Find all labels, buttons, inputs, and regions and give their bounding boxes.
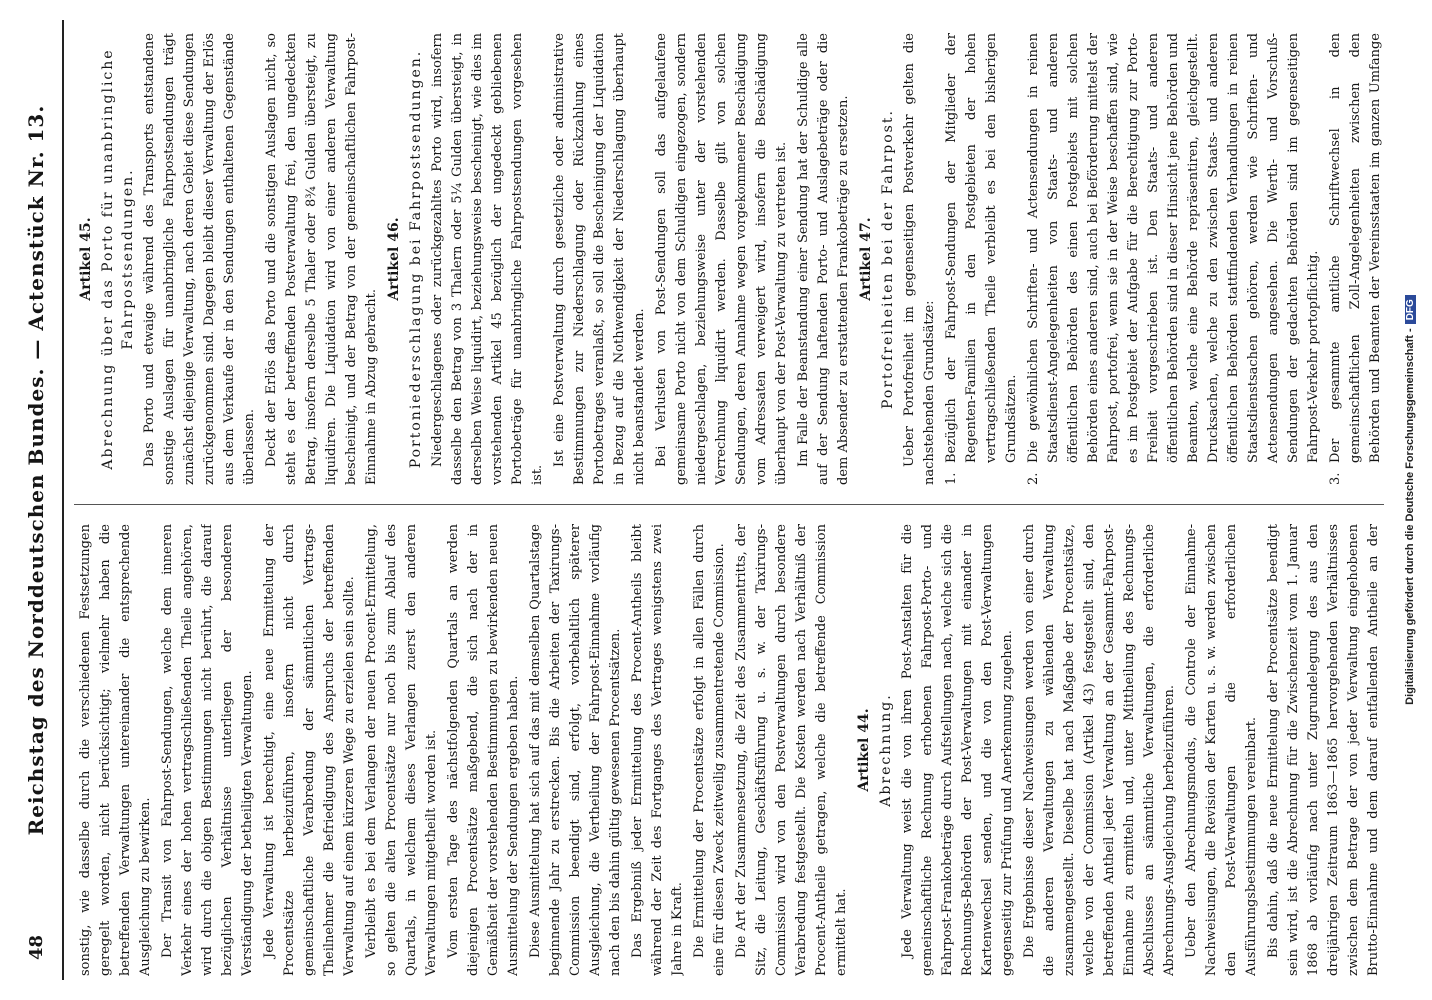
paragraph: Ist eine Postverwaltung durch gesetzliche oder administrative Bestimmungen zur Niederschlagung oder Rückzahlung eines Portobetrages veranlaßt, so soll die Bescheinigung der Liquidation in Bezug auf die Nothwendigkeit der Niederschlagung überhaupt nicht beanstandet werden.: [552, 33, 647, 485]
paragraph: Das Ergebniß jeder Ermittelung des Procent-Antheils bleibt während der Zeit des Fortganges des Vertrages wenigstens zwei Jahre in Kraft.: [630, 524, 685, 976]
paragraph: Verbleibt es bei dem Verlangen der neuen Procent-Ermittelung, so gelten die alten Procentsätze nur noch bis zum Ablauf des Quartals, in welchem dieses Verlangen zuerst den anderen Verwaltungen mitgetheilt worden ist.: [364, 524, 439, 976]
numbered-list: [942, 33, 1386, 485]
article-heading: Artikel 44.: [856, 708, 872, 792]
paragraph: Ueber den Abrechnungsmodus, die Controle der Einnahme-Nachweisungen, die Revision der Karten u. s. w. werden zwischen den Post-Verwaltungen die erforderlichen Ausführungsbestimmungen vereinbart.: [1184, 524, 1259, 976]
paragraph: Im Falle der Beanstandung einer Sendung hat der Schuldige alle auf der Sendung haftenden Porto- und Auslagebeträge oder die dem Absender zu erstattenden Frankobeträge zu ersetzen.: [796, 33, 851, 485]
left-column: [76, 524, 1386, 976]
paragraph: Bei Verlusten von Post-Sendungen soll das aufgelaufene gemeinsame Porto nicht von dem Schuldigen eingezogen, sondern niedergeschlagen, beziehungsweise unter der vorstehenden Verrechnung liquidirt werden. Dasselbe gilt von solchen Sendungen, deren Annahme wegen vorgekommener Beschädigung vom Adressaten verweigert wird, insofern die Beschädigung überhaupt von der Post-Verwaltung zu vertreten ist.: [654, 33, 789, 485]
paragraph: Vom ersten Tage des nächstfolgenden Quartals an werden diejenigen Procentsätze maßgebend, die sich nach der in Gemäßheit der vorstehenden Bestimmungen zu bewirkenden neuen Ausmittelung der Sendungen ergeben haben.: [446, 524, 521, 976]
paragraph: Die Ergebnisse dieser Nachweisungen werden von einer durch die anderen Verwaltungen zu wählenden Verwaltung zusammengestellt. Dieselbe hat nach Maßgabe der Procentsätze, welche von der Commission (Artikel 43) festgestellt sind, den betreffenden Antheil jeder Verwaltung an der Gesammt-Fahrpost-Einnahme zu ermitteln und, unter Mittheilung des Rechnungs-Abschlusses an sämmtliche Verwaltungen, die erforderliche Abrechnungs-Ausgleichung herbeizuführen.: [1022, 524, 1177, 976]
paragraph: Ueber Portofreiheit im gegenseitigen Postverkehr gelten die nachstehenden Grundsätze:: [902, 33, 937, 485]
header-title: Reichstag des Norddeutschen Bundes. — Actenstück Nr. 13.: [24, 104, 48, 836]
paragraph: Jede Verwaltung ist berechtigt, eine neue Ermittelung der Procentsätze herbeizuführen, insofern nicht durch gemeinschaftliche Verabredung der sämmtlichen Vertrags-Theilnehmer die Befriedigung des Anspruchs der betreffenden Verwaltung auf einem kürzeren Wege zu erzielen sein sollte.: [262, 524, 357, 976]
list-text: Bezüglich der Fahrpost-Sendungen der Mitglieder der Regenten-Familien in den Postgebieten der hohen vertragschließenden Theile verbleibt es bei den bisherigen Grundsätzen.: [944, 33, 1019, 463]
dfg-logo: DFG: [1405, 295, 1416, 324]
article-subheading: Abrechnung über das Porto für unanbringliche Fahrpostsendungen.: [100, 48, 136, 470]
article-subheading: Abrechnung.: [878, 693, 894, 807]
paragraph: Das Porto und etwaige während des Transports entstandene sonstige Auslagen für unanbringliche Fahrpostsendungen trägt zunächst diejenige Verwaltung, nach deren Gebiet diese Sendungen zurückgenommen sind. Dagegen bleibt dieser Verwaltung der Erlös aus dem Verkaufe der in den Sendungen enthaltenen Gegenstände überlassen.: [142, 33, 257, 485]
column-divider: [74, 504, 1384, 505]
paragraph: Die Ermittelung der Procentsätze erfolgt in allen Fällen durch eine für diesen Zweck zeitweilig zusammentretende Commission.: [692, 524, 727, 976]
paragraph: Bis dahin, daß die neue Ermittelung der Procentsätze beendigt sein wird, ist die Abrechnung für die Zwischenzeit vom 1. Januar 1868 ab vorläufig nach unter Zugrundelegung des aus den dreijährigen Zeitraum 1863—1865 hervorgehenden Verhältnisses zwischen dem Betrage der von jeder Verwaltung eingehobenen Brutto-Einnahme und dem darauf entfallenden Antheile an der: [1266, 524, 1381, 976]
list-item: [1326, 33, 1386, 485]
page-number: 48: [26, 934, 47, 960]
list-item: [942, 33, 1022, 485]
digitization-credit: [1404, 0, 1426, 1000]
header-rule: [62, 20, 64, 980]
paragraph: Niedergeschlagenes oder zurückgezahltes Porto wird, insofern dasselbe den Betrag von 3 Thalern oder 5¼ Gulden übersteigt, in derselben Weise liquidirt, beziehungsweise bescheinigt, wie dies im vorstehenden Artikel 45 bezüglich der ungedeckt gebliebenen Portobeträge für unanbringliche Fahrpostsendungen vorgesehen ist.: [430, 33, 545, 485]
article-subheading: Portofreiheiten bei der Fahrpost.: [880, 109, 896, 409]
list-number: 1.: [944, 472, 959, 485]
list-item: [1024, 33, 1324, 485]
article-heading: Artikel 46.: [386, 217, 402, 301]
paragraph: Jede Verwaltung weist die von ihren Post-Anstalten für die gemeinschaftliche Rechnung erhobenen Fahrpost-Porto- und Fahrpost-Frankobeträge durch Aufstellungen nach, welche sich die Rechnungs-Behörden der Post-Verwaltungen mit einander in Kartenwechsel senden, und die von den Post-Verwaltungen gegenseitig zur Prüfung und Anerkennung zugehen.: [900, 524, 1015, 976]
paragraph: Diese Ausmittelung hat sich auf das mit demselben Quartalstage beginnende Jahr zu erstrecken. Bis die Arbeiten der Taxirungs-Commission beendigt sind, erfolgt, vorbehaltlich späterer Ausgleichung, die Vertheilung der Fahrpost-Einnahme vorläufig nach den bis dahin gültig gewesenen Procentsätzen.: [528, 524, 623, 976]
article-heading: Artikel 47.: [858, 217, 874, 301]
paragraph: Deckt der Erlös das Porto und die sonstigen Auslagen nicht, so steht es der betreffenden Postverwaltung frei, den ungedeckten Betrag, insofern derselbe 5 Thaler oder 8¾ Gulden übersteigt, zu liquidiren. Die Liquidation wird von einer anderen Verwaltung bescheinigt, und der Betrag von der gemeinschaftlichen Fahrpost-Einnahme in Abzug gebracht.: [264, 33, 379, 485]
list-text: Die gewöhnlichen Schriften- und Actensendungen in reinen Staatsdienst-Angelegenheiten von Staats- und anderen öffentlichen Behörden des einen Postgebiets mit solchen Behörden eines anderen sind, auch bei Beförderung mittelst der Fahrpost, portofrei, wenn sie in der Weise beschaffen sind, wie es im Postgebiet der Aufgabe für die Berechtigung zur Porto-Freiheit vorgeschrieben ist. Den Staats- und anderen öffentlichen Behörden sind in dieser Hinsicht jene Behörden und Beamten, welche eine Behörde repräsentiren, gleichgestellt. Drucksachen, welche zu den zwischen Staats- und anderen öffentlichen Behörden stattfindenden Verhandlungen in reinen Staatsdienstsachen gehören, werden wie Schriften- und Actensendungen angesehen. Die Werth- und Vorschuß-Sendungen der gedachten Behörden sind im gegenseitigen Fahrpost-Verkehr portopflichtig.: [1026, 33, 1321, 463]
paragraph: sonstig, wie dasselbe durch die verschiedenen Festsetzungen geregelt worden, nicht berücksichtigt; vielmehr haben die betreffenden Verwaltungen untereinander die entsprechende Ausgleichung zu bewirken.: [78, 524, 153, 976]
paragraph: Der Transit von Fahrpost-Sendungen, welche dem inneren Verkehr eines der hohen vertragschließenden Theile angehören, wird durch die obigen Bestimmungen nicht berührt, die darauf bezüglichen Verhältnisse unterliegen der besonderen Verständigung der betheiligten Verwaltungen.: [160, 524, 255, 976]
paragraph: Die Art der Zusammensetzung, die Zeit des Zusammentritts, der Sitz, die Leitung, Geschäftsführung u. s. w. der Taxirungs-Commission wird von den Postverwaltungen durch besondere Verabredung festgestellt. Die Kosten werden nach Verhältniß der Procent-Antheile getragen, welche die betreffende Commission ermittelt hat.: [734, 524, 849, 976]
article-heading: Artikel 45.: [78, 217, 94, 301]
list-text: Der gesammte amtliche Schriftwechsel in den gemeinschaftlichen Zoll-Angelegenheiten zwischen den Behörden und Beamten der Vereinsstaaten im ganzen Umfange: [1328, 33, 1383, 463]
list-number: 3.: [1328, 472, 1343, 485]
article-subheading: Portoniederschlagung bei Fahrpostsendungen.: [408, 49, 424, 469]
credit-text: Digitalisierung gefördert durch die Deutsche Forschungsgemeinschaft -: [1404, 328, 1416, 705]
list-number: 2.: [1026, 472, 1041, 485]
running-header: [20, 0, 60, 1000]
right-column: [76, 33, 1386, 485]
